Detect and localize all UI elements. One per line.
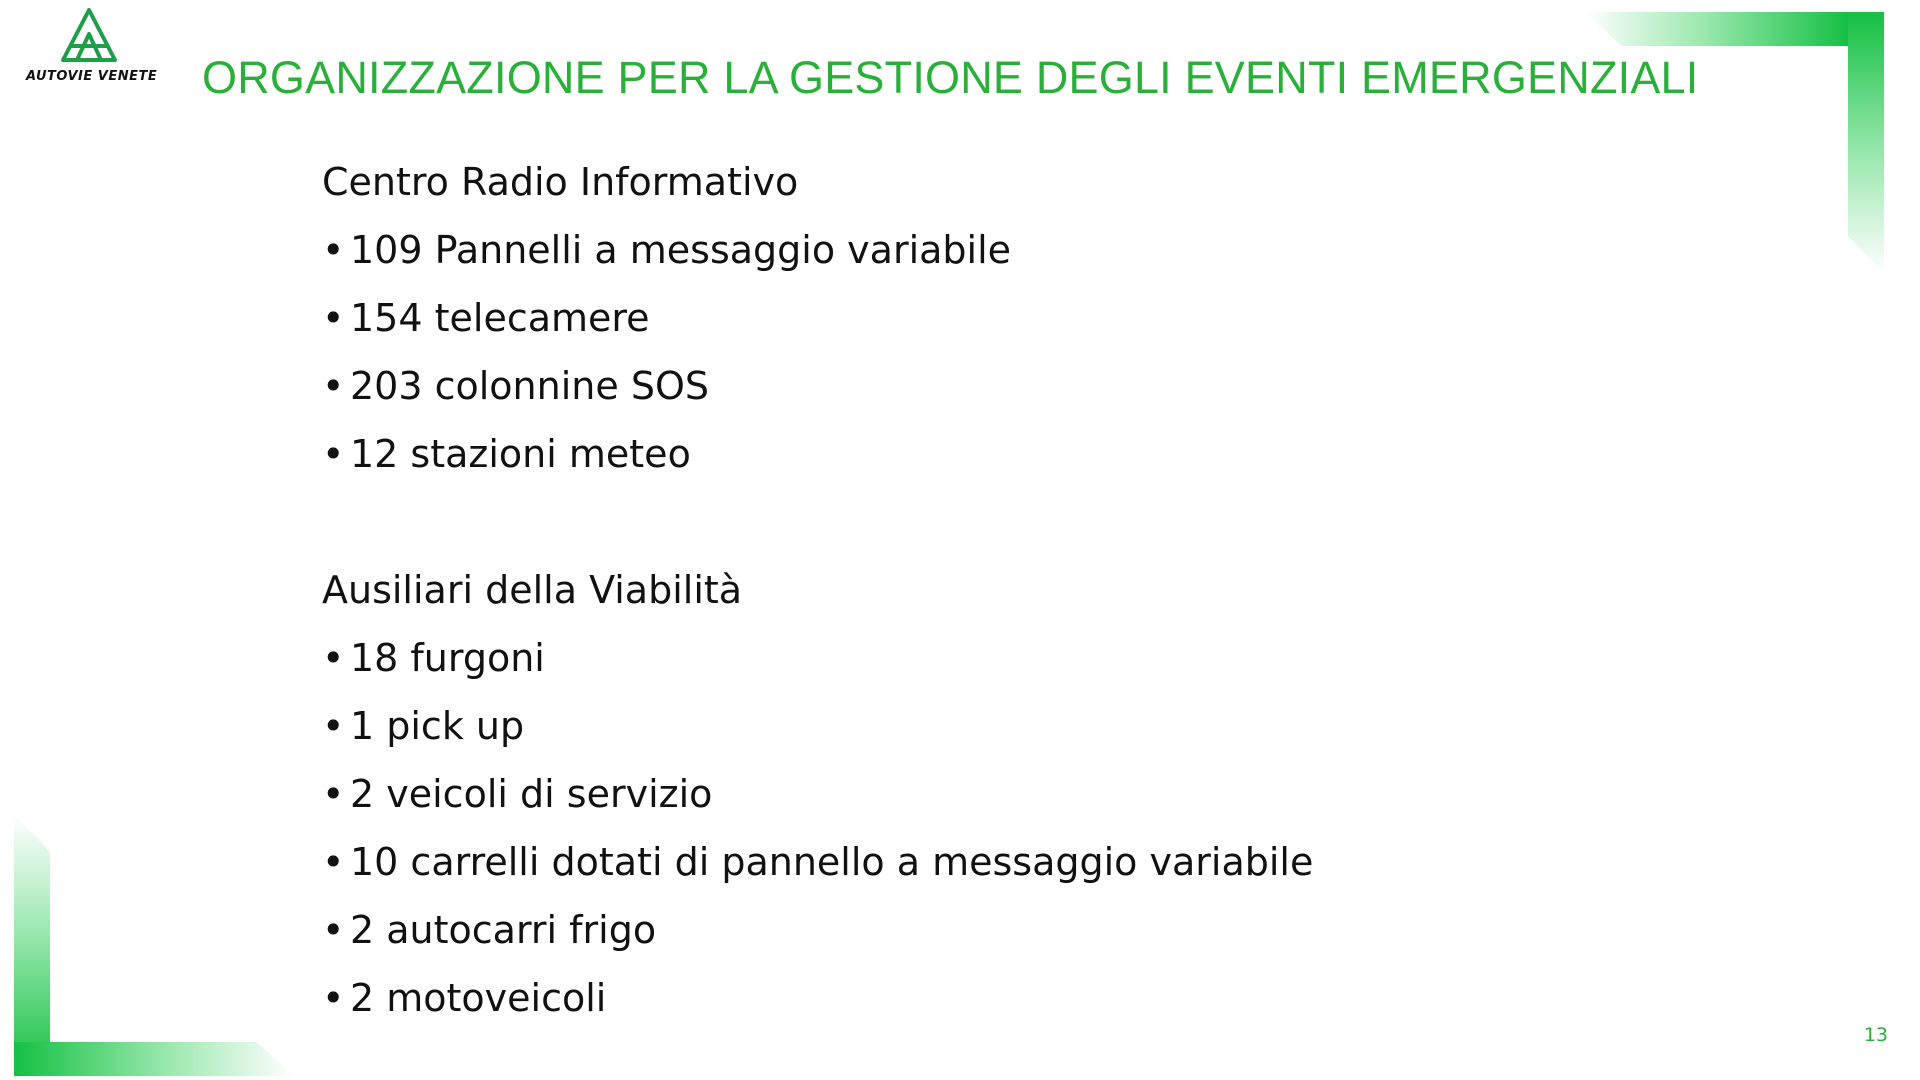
list-item-text: 2 autocarri frigo [350, 908, 657, 952]
bullet-icon: • [322, 908, 345, 952]
slide-title: ORGANIZZAZIONE PER LA GESTIONE DEGLI EVENTI EMERGENZIALI [202, 52, 1699, 103]
bullet-icon: • [322, 704, 345, 748]
bullet-icon: • [322, 976, 345, 1020]
list-item [322, 694, 1313, 762]
bullet-icon: • [322, 364, 345, 408]
list-item-text: 109 Pannelli a messaggio variabile [350, 228, 1012, 272]
bullet-icon: • [322, 228, 345, 272]
bullet-icon: • [322, 636, 345, 680]
bullet-icon: • [322, 296, 345, 340]
autovie-venete-logo-icon [57, 6, 121, 66]
company-logo [26, 6, 158, 86]
list-item-text: 203 colonnine SOS [350, 364, 709, 408]
section-spacer [322, 490, 1313, 558]
frame-decoration-bottom-left [14, 814, 294, 1076]
list-item-text: 2 motoveicoli [350, 976, 607, 1020]
list-item-text: 2 veicoli di servizio [350, 772, 713, 816]
bullet-icon: • [322, 432, 345, 476]
section-heading-centro-radio: Centro Radio Informativo [322, 160, 799, 204]
bullet-icon: • [322, 840, 345, 884]
list-item [322, 626, 1313, 694]
list-item-text: 18 furgoni [350, 636, 545, 680]
list-item [322, 762, 1313, 830]
list-item [322, 966, 1313, 1034]
slide-content [322, 150, 1313, 1034]
list-item-text: 10 carrelli dotati di pannello a messaggio variabile [350, 840, 1314, 884]
list-item [322, 898, 1313, 966]
list-item-text: 154 telecamere [350, 296, 650, 340]
logo-wordmark: AUTOVIE VENETE [26, 69, 158, 84]
list-item [322, 218, 1313, 286]
page-number: 13 [1863, 1024, 1888, 1046]
list-item [322, 354, 1313, 422]
list-item-text: 1 pick up [350, 704, 525, 748]
list-item [322, 286, 1313, 354]
list-item [322, 422, 1313, 490]
list-item-text: 12 stazioni meteo [350, 432, 691, 476]
bullet-icon: • [322, 772, 345, 816]
list-item [322, 830, 1313, 898]
section-heading-ausiliari: Ausiliari della Viabilità [322, 568, 743, 612]
